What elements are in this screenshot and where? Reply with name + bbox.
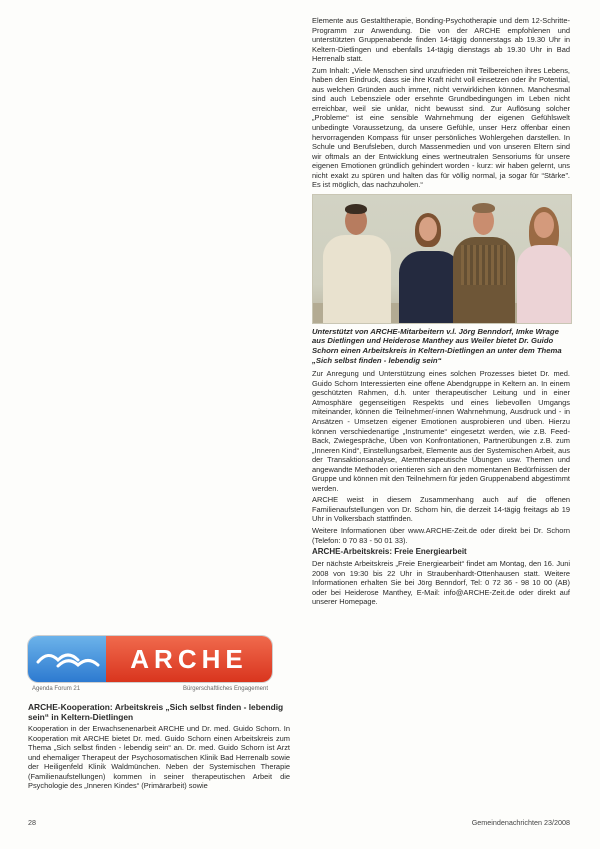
person-guido [451, 195, 517, 323]
seagull-emblem [28, 636, 106, 682]
logo-subtitle-right: Bürgerschaftliches Engagement [182, 686, 268, 692]
person-heiderose [511, 195, 572, 323]
weitere-paragraph: Weitere Informationen über www.ARCHE-Zeit.de oder direkt bei Dr. Schorn (Telefon: 0 70 83 - 50 01 33). [312, 525, 570, 545]
arche-logo [28, 636, 272, 692]
arche-wordmark: ARCHE [106, 636, 272, 682]
right-column [312, 16, 570, 609]
familien-paragraph: ARCHE weist in diesem Zusammenhang auch auf die offenen Familienaufstellungen von Dr. Schorn hin, die derzeit 14-tägig freitags ab 19 Uhr in Volkersbach stattfinden. [312, 495, 570, 524]
energie-heading: ARCHE-Arbeitskreis: Freie Energiearbeit [312, 547, 467, 557]
left-column [28, 702, 290, 793]
seagulls-icon [28, 636, 106, 682]
publication-footer: Gemeindenachrichten 23/2008 [471, 818, 570, 827]
energie-paragraph: Der nächste Arbeitskreis „Freie Energiearbeit“ findet am Montag, den 16. Juni 2008 von 19:30 bis 22 Uhr in Straubenhardt-Ottenhausen statt. Weitere Informationen erhalten Sie bei Jörg Benndorf, Tel: 0 72 36 - 98 10 00 (AB) oder bei Heiderose Manthey, E-Mail: info@ARCHE-Zeit.de oder direkt auf unserer Homepage. [312, 559, 570, 607]
intro-paragraph: Elemente aus Gestalttherapie, Bonding-Psychotherapie und dem 12-Schritte-Programm zur Anwendung. Die von der ARCHE empfohlenen und unterstützten Gruppenabende finden 14-tägig donnerstags ab 19.30 Uhr in Keltern-Dietlingen und ebenfalls 14-tägig dienstags ab 19.30 Uhr in Bad Herrenalb statt. [312, 16, 570, 64]
left-heading: ARCHE-Kooperation: Arbeitskreis „Sich selbst finden - lebendig sein“ in Keltern-Dietlingen [28, 702, 284, 722]
page-number: 28 [28, 818, 36, 827]
group-photo [312, 194, 572, 324]
left-paragraph: Kooperation in der Erwachsenenarbeit ARCHE und Dr. med. Guido Schorn. In Kooperation mit ARCHE bietet Dr. med. Guido Schorn einen Arbeitskreis zum Thema „Sich selbst finden - lebendig sein“ an. Dr. med. Guido Schorn ist Arzt und ehemaliger Therapeut der Psychosomatischen Klinik Bad Herrenalb sowie der Heiligenfeld Klinik Waldmünchen. Neben der Systemischen Therapie (Familienaufstellungen) kommen in seiner therapeutischen Arbeit die Psychologie des „Inneren Kindes“ (Primärarbeit) sowie [28, 724, 290, 791]
inhalt-paragraph: Zum Inhalt: „Viele Menschen sind unzufrieden mit Teilbereichen ihres Lebens, haben den Eindruck, dass sie ihre Kraft nicht voll einsetzen oder ihr Potential, aus welchen Gründen auch immer, nicht verwirklichen können. Manchesmal sind auch Lebensziele oder ersehnte Grundbedingungen im Leben nicht erreichbar, weil sie unklar, nicht bewusst sind. Zur Auflösung solcher „Probleme“ ist eine sensible Wahrnehmung der eigenen Gefühlswelt unbedingte Voraussetzung, da unsere Gefühle, unser Herz offenbar einen hervorragenden Kompass für unser persönliches Wohlergehen darstellen. In Schule und Berufsleben, durch Massenmedien und von unseren Eltern sind wir oftmals an der Entwicklung eines wertneutralen Sensoriums für unsere eigenen Emotionen gründlich gehindert worden - kurz: wir haben gelernt, uns nicht exakt zu spüren und halten das für völlig normal, ja sogar für “Stärke”. Es ist möglich, das nachzuholen.“ [312, 65, 570, 190]
photo-caption: Unterstützt von ARCHE-Mitarbeitern v.l. Jörg Benndorf, Imke Wrage aus Dietlingen und Heiderose Manthey aus Weiler bietet Dr. Guido Schorn einen Arbeitskreis in Keltern-Dietlingen an unter dem Thema „Sich selbst finden - lebendig sein“ [312, 326, 562, 365]
anregung-paragraph: Zur Anregung und Unterstützung eines solchen Prozesses bietet Dr. med. Guido Schorn Interessierten eine offene Abendgruppe in Keltern an. In einem geschützten Rahmen, d.h. unter therapeutischer Leitung und in einer Atmosphäre gegenseitigen Respekts und eines liebevollen Umgangs miteinander, können die Teilnehmer/-innen Wahrnehmung, Ausdruck und - in Ansätzen - Umsetzen eigener Emotionen ausprobieren und üben. Hierzu können verschiedenartige „Instrumente“ eingesetzt werden, wie z.B. Feed-Back, Zwiegespräche, Üben von Konfrontationen, Partnerübungen z.B. zum „Inneren Kind“, Einstellungsarbeit, Elemente aus der Systemischen Arbeit, aus der Transaktionsanalyse, Atemtherapeutische Übungen usw. Themen und angewandte Methoden orientieren sich an den momentanen Bedürfnissen der Gruppe und können mit den Teilnehmern für jeden Gruppenabend abgestimmt werden. [312, 369, 570, 493]
logo-subtitle-left: Agenda Forum 21 [32, 686, 81, 692]
person-joerg [319, 195, 395, 323]
